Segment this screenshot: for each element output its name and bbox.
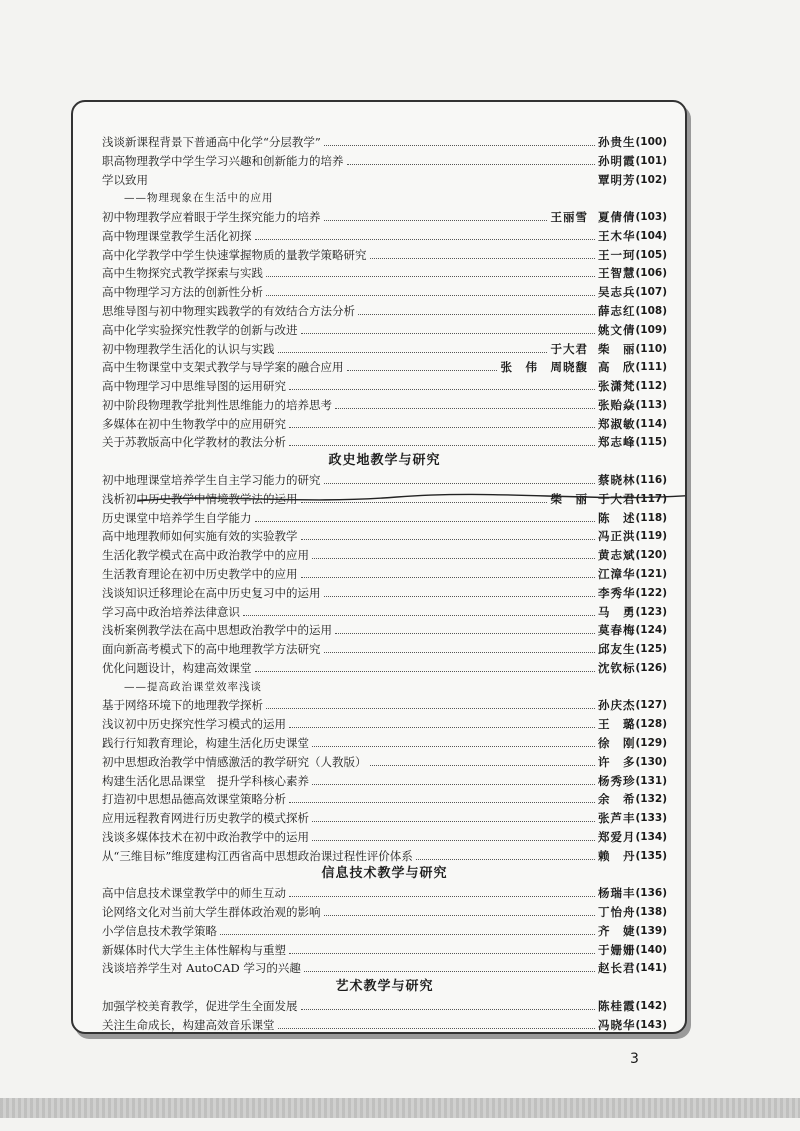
entry-title: 浅谈培养学生对 AutoCAD 学习的兴趣 <box>102 961 301 976</box>
dot-leader <box>220 934 595 935</box>
dot-leader <box>301 577 595 578</box>
entry-page: (142) <box>635 999 667 1012</box>
toc-subtitle-row <box>102 677 667 695</box>
toc-entry <box>102 151 667 169</box>
dot-leader <box>301 539 595 540</box>
entry-author: 于姗姗 <box>597 942 636 957</box>
section-heading: 艺术教学与研究 <box>335 979 434 995</box>
entry-page: (107) <box>635 286 667 299</box>
toc-entry <box>102 207 667 225</box>
toc-entry <box>102 602 667 620</box>
entry-page: (111) <box>635 361 667 374</box>
entry-page: (113) <box>635 398 667 411</box>
dot-leader <box>289 802 595 803</box>
toc-entry <box>102 883 667 901</box>
toc-entry <box>102 414 667 432</box>
toc-entry <box>102 1033 667 1034</box>
entry-author: 冯正洪 <box>597 529 636 544</box>
toc-subtitle-row <box>102 188 667 206</box>
dot-leader <box>312 558 595 559</box>
entry-author: 郑淑敏 <box>597 416 636 431</box>
dot-leader <box>324 145 595 146</box>
entry-title: 初中阶段物理教学批判性思维能力的培养思考 <box>102 397 332 412</box>
entry-title: 加强学校美育教学，促进学生全面发展 <box>102 998 298 1013</box>
dot-leader <box>312 821 595 822</box>
entry-coauthor: 于大君 <box>550 341 588 356</box>
entry-page: (138) <box>635 905 667 918</box>
entry-title: 高中化学教学中学生快速掌握物质的量教学策略研究 <box>102 247 367 262</box>
entry-title: 构建生活化思品课堂 提升学科核心素养 <box>102 773 309 788</box>
entry-author: 李秀华 <box>597 585 636 600</box>
entry-title: 小学信息技术教学策略 <box>102 923 217 938</box>
toc-entry <box>102 376 667 394</box>
toc-entry <box>102 658 667 676</box>
entry-author: 郑志峰 <box>597 435 636 450</box>
entry-title: 浅谈多媒体技术在初中政治教学中的运用 <box>102 829 309 844</box>
toc-entry <box>102 996 667 1014</box>
entry-page: (115) <box>635 436 667 449</box>
entry-author: 沈钦标 <box>597 660 636 675</box>
entry-author: 江漳华 <box>597 566 636 581</box>
dot-leader <box>335 408 595 409</box>
entry-title: 历史课堂中培养学生自学能力 <box>102 510 252 525</box>
entry-author: 赵长君 <box>597 961 636 976</box>
entry-page: (110) <box>635 342 667 355</box>
entry-page: (135) <box>635 849 667 862</box>
entry-author: 王 璐 <box>597 717 636 732</box>
entry-author: 冯晓华 <box>597 1017 636 1032</box>
entry-coauthor: 王丽雪 <box>550 210 588 225</box>
dot-leader <box>266 708 595 709</box>
dot-leader <box>289 389 595 390</box>
dot-leader <box>289 953 595 954</box>
toc-entry <box>102 320 667 338</box>
entry-author: 夏倩倩 <box>597 210 636 225</box>
entry-page: (106) <box>635 267 667 280</box>
entry-page: (130) <box>635 755 667 768</box>
entry-author: 许 多 <box>597 754 636 769</box>
entry-page: (102) <box>635 173 667 186</box>
section-heading: 政史地教学与研究 <box>328 453 441 469</box>
toc-entry <box>102 301 667 319</box>
entry-page: (141) <box>635 962 667 975</box>
dot-leader <box>347 370 498 371</box>
entry-page: (103) <box>635 211 667 224</box>
toc-entry <box>102 846 667 864</box>
entry-title: 论网络文化对当前大学生群体政治观的影响 <box>102 904 321 919</box>
entry-page: (140) <box>635 943 667 956</box>
dot-leader <box>416 859 595 860</box>
toc-entry <box>102 432 667 450</box>
entry-page: (127) <box>635 699 667 712</box>
toc-entry <box>102 1015 667 1033</box>
entry-title: 生活教育理论在初中历史教学中的应用 <box>102 566 298 581</box>
entry-author: 郑爱月 <box>597 829 636 844</box>
entry-page: (112) <box>635 380 667 393</box>
toc-entry <box>102 695 667 713</box>
entry-author: 薛志红 <box>597 304 636 319</box>
entry-author: 杨瑞丰 <box>597 886 636 901</box>
entry-author: 张潇梵 <box>597 379 636 394</box>
entry-page: (100) <box>635 136 667 148</box>
entry-title: 浅谈新课程背景下普通高中化学“分层教学” <box>102 135 321 149</box>
toc-entry <box>102 470 667 488</box>
entry-page: (129) <box>635 736 667 749</box>
entry-author: 赖 丹 <box>597 848 636 863</box>
entry-title: 浅议初中历史探究性学习模式的运用 <box>102 717 286 732</box>
entry-author: 孙贵生 <box>597 135 636 149</box>
toc-entry <box>102 733 667 751</box>
entry-title: 生活化教学模式在高中政治教学中的应用 <box>102 548 309 563</box>
entry-title: 学以致用 <box>102 172 148 187</box>
entry-author: 丁怡舟 <box>597 904 636 919</box>
entry-page: (116) <box>635 474 667 487</box>
dot-leader <box>312 746 595 747</box>
entry-title: 高中化学实验探究性教学的创新与改进 <box>102 322 298 337</box>
entry-author: 覃明芳 <box>597 172 636 187</box>
dot-leader <box>255 239 595 240</box>
toc-entry <box>102 808 667 826</box>
dot-leader <box>243 615 595 616</box>
toc-entry <box>102 545 667 563</box>
toc-entry <box>102 564 667 582</box>
entry-title: 面向新高考模式下的高中地理教学方法研究 <box>102 642 321 657</box>
dot-leader <box>289 727 595 728</box>
entry-title: 高中生物探究式教学探索与实践 <box>102 266 263 281</box>
entry-title: 打造初中思想品德高效课堂策略分析 <box>102 792 286 807</box>
toc-entry <box>102 789 667 807</box>
entry-author: 余 希 <box>597 792 636 807</box>
entry-page: (109) <box>635 323 667 336</box>
entry-author: 高 欣 <box>597 360 636 375</box>
toc-entry <box>102 132 667 150</box>
entry-title: 初中地理课堂培养学生自主学习能力的研究 <box>102 473 321 488</box>
entry-title: 多媒体在初中生物教学中的应用研究 <box>102 416 286 431</box>
dot-leader <box>324 220 548 221</box>
entry-title: 高中物理学习方法的创新性分析 <box>102 285 263 300</box>
entry-author: 王一珂 <box>597 247 636 262</box>
toc-entry <box>102 170 667 188</box>
entry-author: 陈桂霞 <box>597 998 636 1013</box>
entry-title: 职高物理教学中学生学习兴趣和创新能力的培养 <box>102 153 344 168</box>
scan-crease-line <box>137 487 687 511</box>
page-number: 3 <box>630 1051 639 1067</box>
toc-entry <box>102 226 667 244</box>
dot-leader <box>358 314 595 315</box>
dot-leader <box>266 276 595 277</box>
entry-author: 莫春梅 <box>597 623 636 638</box>
entry-author: 蔡晓林 <box>597 473 636 488</box>
entry-author: 张贻焱 <box>597 397 636 412</box>
entry-author: 齐 婕 <box>597 923 636 938</box>
dot-leader <box>370 258 595 259</box>
entry-page: (123) <box>635 605 667 618</box>
entry-page: (118) <box>635 511 667 524</box>
dot-leader <box>289 445 595 446</box>
entry-page: (136) <box>635 887 667 900</box>
toc-entry <box>102 921 667 939</box>
entry-author: 柴 丽 <box>597 341 636 356</box>
entry-page: (114) <box>635 417 667 430</box>
scan-edge <box>0 1098 800 1118</box>
toc-entry <box>102 395 667 413</box>
entry-coauthor: 柴 丽 <box>550 491 588 506</box>
entry-title: 高中物理学习中思维导图的运用研究 <box>102 379 286 394</box>
toc-entry <box>102 245 667 263</box>
dot-leader <box>335 633 595 634</box>
entry-title: 高中生物课堂中支架式教学与导学案的融合应用 <box>102 360 344 375</box>
section-heading: 信息技术教学与研究 <box>321 866 448 882</box>
dot-leader <box>304 971 595 972</box>
entry-page: (120) <box>635 549 667 562</box>
entry-page: (143) <box>635 1018 667 1031</box>
entry-author: 张芦丰 <box>597 811 636 826</box>
toc-entry <box>102 639 667 657</box>
entry-title: 从“三维目标”维度建构江西省高中思想政治课过程性评价体系 <box>102 848 413 863</box>
entry-title: 初中物理教学应着眼于学生探究能力的培养 <box>102 210 321 225</box>
entry-page: (133) <box>635 812 667 825</box>
dot-leader <box>312 840 595 841</box>
entry-page: (117) <box>635 492 667 505</box>
entry-title: 浅析初中历史教学中情境教学法的运用 <box>102 491 298 506</box>
entry-title: 关于苏教版高中化学教材的教法分析 <box>102 435 286 450</box>
dot-leader <box>324 596 595 597</box>
dot-leader <box>301 333 595 334</box>
entry-title: 浅析案例教学法在高中思想政治教学中的运用 <box>102 623 332 638</box>
entry-author: 邱友生 <box>597 642 636 657</box>
entry-page: (119) <box>635 530 667 543</box>
dot-leader <box>255 521 595 522</box>
dot-leader <box>312 784 595 785</box>
toc-entry <box>102 771 667 789</box>
entry-page: (132) <box>635 793 667 806</box>
entry-title: 思维导图与初中物理实践教学的有效结合方法分析 <box>102 304 355 319</box>
entry-page: (124) <box>635 624 667 637</box>
entry-title: 基于网络环境下的地理教学探析 <box>102 698 263 713</box>
entry-page: (131) <box>635 774 667 787</box>
toc-entry <box>102 583 667 601</box>
entry-title: 初中物理教学生活化的认识与实践 <box>102 341 275 356</box>
toc-entry <box>102 263 667 281</box>
entry-title: 浅谈知识迁移理论在高中历史复习中的运用 <box>102 585 321 600</box>
entry-author: 于大君 <box>597 491 636 506</box>
toc-entry <box>102 902 667 920</box>
toc-entry <box>102 940 667 958</box>
entry-title: 初中思想政治教学中情感激活的教学研究（人教版） <box>102 754 367 769</box>
toc-entry <box>102 714 667 732</box>
entry-title: 学习高中政治培养法律意识 <box>102 604 240 619</box>
dot-leader <box>347 164 595 165</box>
entry-title: 高中地理教师如何实施有效的实验教学 <box>102 529 298 544</box>
toc-entry <box>102 526 667 544</box>
entry-page: (134) <box>635 830 667 843</box>
entry-page: (105) <box>635 248 667 261</box>
entry-author: 杨秀珍 <box>597 773 636 788</box>
entry-page: (108) <box>635 305 667 318</box>
entry-title: 高中信息技术课堂教学中的师生互动 <box>102 886 286 901</box>
entry-subtitle: ——物理现象在生活中的应用 <box>124 192 274 205</box>
entry-title: 应用远程教育网进行历史教学的模式探析 <box>102 811 309 826</box>
toc-entry <box>102 282 667 300</box>
entry-page: (121) <box>635 567 667 580</box>
entry-author: 王木华 <box>597 228 636 243</box>
dot-leader <box>301 1009 595 1010</box>
entry-author: 黄志斌 <box>597 548 636 563</box>
entry-author: 吴志兵 <box>597 285 636 300</box>
entry-subtitle: ——提高政治课堂效率浅谈 <box>124 680 262 693</box>
entry-page: (122) <box>635 586 667 599</box>
entry-page: (101) <box>635 154 667 167</box>
entry-title: 关注生命成长，构建高效音乐课堂 <box>102 1017 275 1032</box>
toc-frame <box>71 100 687 1034</box>
entry-author: 马 勇 <box>597 604 636 619</box>
toc-entry <box>102 958 667 976</box>
dot-leader <box>324 483 595 484</box>
entry-author: 姚文倩 <box>597 322 636 337</box>
entry-author: 孙明霞 <box>597 153 636 168</box>
dot-leader <box>324 652 595 653</box>
entry-title: 践行行知教育理论，构建生活化历史课堂 <box>102 735 309 750</box>
dot-leader <box>289 896 595 897</box>
toc-entry <box>102 827 667 845</box>
toc-entry <box>102 752 667 770</box>
entry-page: (125) <box>635 643 667 656</box>
entry-author: 孙庆杰 <box>597 698 636 713</box>
entry-page: (139) <box>635 924 667 937</box>
toc-entry <box>102 339 667 357</box>
dot-leader <box>370 765 595 766</box>
entry-page: (128) <box>635 718 667 731</box>
entry-author: 陈 述 <box>597 510 636 525</box>
entry-title: 新媒体时代大学生主体性解构与重塑 <box>102 942 286 957</box>
entry-title: 优化问题设计，构建高效课堂 <box>102 660 252 675</box>
dot-leader <box>266 295 595 296</box>
dot-leader <box>255 671 595 672</box>
entry-author: 王智慧 <box>597 266 636 281</box>
dot-leader <box>278 352 548 353</box>
dot-leader <box>289 427 595 428</box>
entry-page: (104) <box>635 229 667 242</box>
dot-leader <box>324 915 595 916</box>
toc-entry <box>102 357 667 375</box>
entry-title: 高中物理课堂教学生活化初探 <box>102 228 252 243</box>
dot-leader <box>278 1028 595 1029</box>
toc-entry <box>102 620 667 638</box>
entry-coauthor: 张 伟 周晓馥 <box>500 360 588 375</box>
entry-author: 徐 刚 <box>597 735 636 750</box>
entry-page: (126) <box>635 661 667 674</box>
